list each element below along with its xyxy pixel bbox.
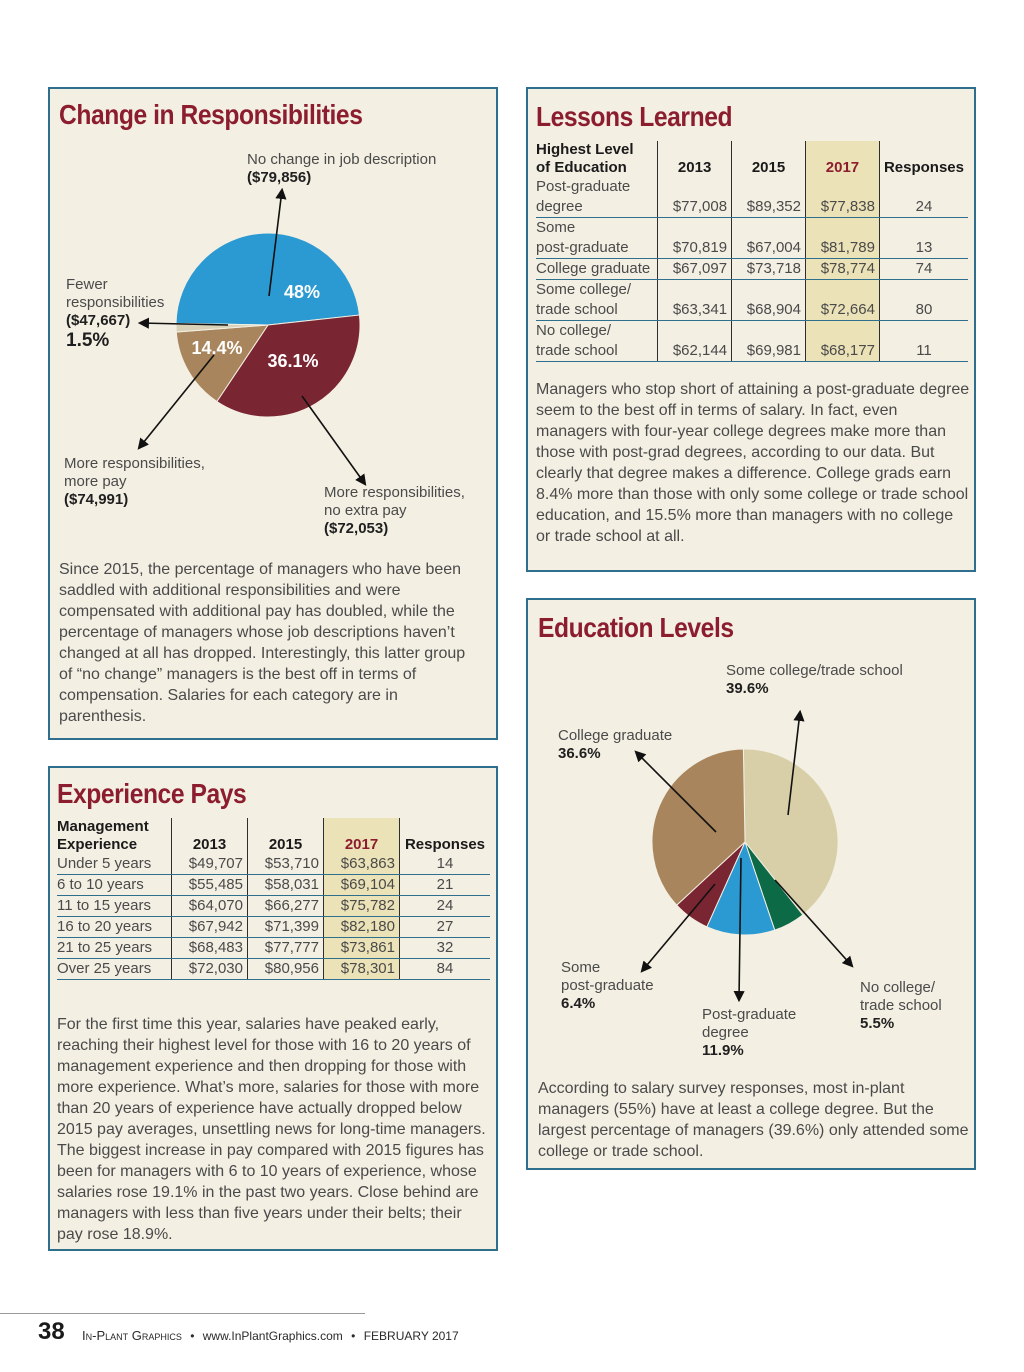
row-label: Over 25 years (57, 959, 172, 980)
row-label (536, 218, 658, 259)
value-2017: $72,664 (806, 280, 880, 321)
value-2015: $71,399 (248, 917, 324, 938)
leader-line-no-extra (302, 396, 365, 484)
value-responses: 14 (400, 854, 491, 875)
row-label-line2: College graduate (536, 260, 651, 277)
value-2017: $78,774 (806, 259, 880, 280)
footer-separator: • (351, 1329, 356, 1343)
footer-text (82, 1328, 459, 1343)
table-header-row (57, 818, 490, 854)
value-2013: $72,030 (172, 959, 248, 980)
education-salary-table (536, 141, 968, 362)
value-2017: $73,861 (324, 938, 400, 959)
page-number: 38 (38, 1318, 65, 1345)
experience-title: Experience Pays (57, 778, 247, 809)
table-row (57, 854, 490, 875)
row-label (536, 177, 658, 218)
value-2017: $81,789 (806, 218, 880, 259)
publication-name: In-Plant Graphics (82, 1328, 182, 1343)
row-label-line1: Some college/ (536, 281, 632, 298)
value-2017: $77,838 (806, 177, 880, 218)
experience-salary-table (57, 818, 490, 980)
table-row (536, 280, 968, 321)
row-label: Under 5 years (57, 854, 172, 875)
value-responses: 84 (400, 959, 491, 980)
value-responses: 13 (879, 218, 968, 259)
table-row (536, 259, 968, 280)
label-no-extra-pay: More responsibilities, no extra pay ($72,053) (324, 484, 465, 537)
value-2017: $82,180 (324, 917, 400, 938)
lessons-paragraph: Managers who stop short of attaining a post-graduate degree seem to the best off in terms of salary. In fact, even managers with four-year college degrees make more than those with post-grad degrees, according to our data. But clearly that degree makes a difference. College grads earn 8.4% more than those with only some college or trade school education, and 15.5% more than managers with no college or trade school at all. (536, 381, 970, 545)
value-2017: $69,104 (324, 875, 400, 896)
table-row (536, 177, 968, 218)
label-fewer: Fewer responsibilities ($47,667) 1.5% (66, 276, 165, 351)
value-2015: $53,710 (248, 854, 324, 875)
table-row (57, 959, 490, 980)
footer-rule (0, 1313, 365, 1314)
value-responses: 74 (879, 259, 968, 280)
value-responses: 27 (400, 917, 491, 938)
table-row (57, 875, 490, 896)
lessons-panel (526, 87, 976, 572)
value-2015: $66,277 (248, 896, 324, 917)
responsibilities-title: Change in Responsibilities (59, 99, 363, 130)
education-title: Education Levels (538, 612, 734, 643)
value-2017: $63,863 (324, 854, 400, 875)
header-2017: 2017 (806, 141, 880, 177)
row-label (536, 259, 658, 280)
pie-slice-label: 14.4% (191, 338, 243, 358)
label-no-college: No college/ trade school 5.5% (860, 979, 942, 1032)
row-label-line2: degree (536, 198, 583, 215)
pie-slice-label: 36.1% (267, 351, 319, 371)
header-experience: Management Experience (57, 818, 149, 853)
value-2013: $67,097 (658, 259, 732, 280)
experience-panel (48, 766, 498, 1251)
lessons-title: Lessons Learned (536, 101, 733, 132)
row-label: 21 to 25 years (57, 938, 172, 959)
pie-slice-label: 48% (283, 282, 321, 302)
row-label-line2: post-graduate (536, 239, 629, 256)
value-2013: $63,341 (658, 280, 732, 321)
table-row (57, 896, 490, 917)
value-responses: 80 (879, 280, 968, 321)
header-responses: Responses (400, 818, 491, 854)
header-2013: 2013 (658, 141, 732, 177)
education-paragraph: According to salary survey responses, most in-plant managers (55%) have at least a college degree. But the largest percentage of managers (39.6%) only attended some college or trade school. (538, 1080, 969, 1160)
pie-slice-no-change-in-job-description (176, 233, 359, 325)
row-label (536, 280, 658, 321)
value-2015: $58,031 (248, 875, 324, 896)
row-label-line2: trade school (536, 342, 618, 359)
value-2015: $77,777 (248, 938, 324, 959)
header-2015: 2015 (248, 818, 324, 854)
table-header-row (536, 141, 968, 177)
row-label-line2: trade school (536, 301, 618, 318)
value-2015: $89,352 (732, 177, 806, 218)
footer-separator: • (190, 1329, 195, 1343)
row-label (536, 321, 658, 362)
value-2013: $49,707 (172, 854, 248, 875)
row-label-line1: No college/ (536, 322, 612, 339)
value-responses: 32 (400, 938, 491, 959)
header-education: Highest Level of Education (536, 141, 634, 176)
value-2015: $67,004 (732, 218, 806, 259)
responsibilities-paragraph: Since 2015, the percentage of managers who have been saddled with additional responsibilities and were compensated with additional pay has doubled, while the percentage of managers whose job descriptions haven’t changed at all has dropped. Interestingly, this latter group of “no change” managers is the best off in terms of compensation. Salaries for each category are in parenthesis. (59, 561, 466, 725)
table-row (536, 218, 968, 259)
row-label-line1: Post-graduate (536, 178, 631, 195)
education-panel (526, 598, 976, 1170)
table-row (536, 321, 968, 362)
value-2013: $64,070 (172, 896, 248, 917)
leader-line-more-pay (139, 355, 214, 448)
header-responses: Responses (879, 141, 968, 177)
label-no-change: No change in job description ($79,856) (247, 151, 437, 186)
issue-date: FEBRUARY 2017 (363, 1329, 459, 1343)
value-2013: $70,819 (658, 218, 732, 259)
website-link[interactable]: www.InPlantGraphics.com (202, 1329, 343, 1343)
table-row (57, 917, 490, 938)
experience-paragraph: For the first time this year, salaries have peaked early, reaching their highest level for those with 16 to 20 years of management experience and then dropping for those with more experience. What’s more, salaries for those with more than 20 years of experience have actually dropped below 2015 pay averages, unsettling news for long-time managers. The biggest increase in pay compared with 2015 figures has been for managers with 6 to 10 years of experience, whose salaries rose 19.1% in the past two years. Close behind are managers with less than five years under their belts; their pay rose 18.9%. (57, 1016, 486, 1243)
row-label-line1: Some (536, 219, 576, 236)
value-2015: $80,956 (248, 959, 324, 980)
label-post-grad: Post-graduate degree 11.9% (702, 1006, 797, 1059)
value-2015: $69,981 (732, 321, 806, 362)
header-2017: 2017 (324, 818, 400, 854)
header-2015: 2015 (732, 141, 806, 177)
value-2017: $75,782 (324, 896, 400, 917)
table-row (57, 938, 490, 959)
value-2017: $68,177 (806, 321, 880, 362)
row-label: 16 to 20 years (57, 917, 172, 938)
value-responses: 24 (400, 896, 491, 917)
value-2015: $68,904 (732, 280, 806, 321)
value-responses: 21 (400, 875, 491, 896)
label-some-post-grad: Some post-graduate 6.4% (561, 959, 654, 1012)
label-some-college: Some college/trade school 39.6% (726, 662, 903, 697)
value-2013: $55,485 (172, 875, 248, 896)
value-2013: $67,942 (172, 917, 248, 938)
value-responses: 24 (879, 177, 968, 218)
value-responses: 11 (879, 321, 968, 362)
value-2015: $73,718 (732, 259, 806, 280)
label-college-grad: College graduate 36.6% (558, 727, 673, 762)
value-2013: $62,144 (658, 321, 732, 362)
row-label: 6 to 10 years (57, 875, 172, 896)
value-2013: $68,483 (172, 938, 248, 959)
label-more-pay: More responsibilities, more pay ($74,991) (64, 455, 205, 508)
value-2013: $77,008 (658, 177, 732, 218)
value-2017: $78,301 (324, 959, 400, 980)
header-2013: 2013 (172, 818, 248, 854)
row-label: 11 to 15 years (57, 896, 172, 917)
